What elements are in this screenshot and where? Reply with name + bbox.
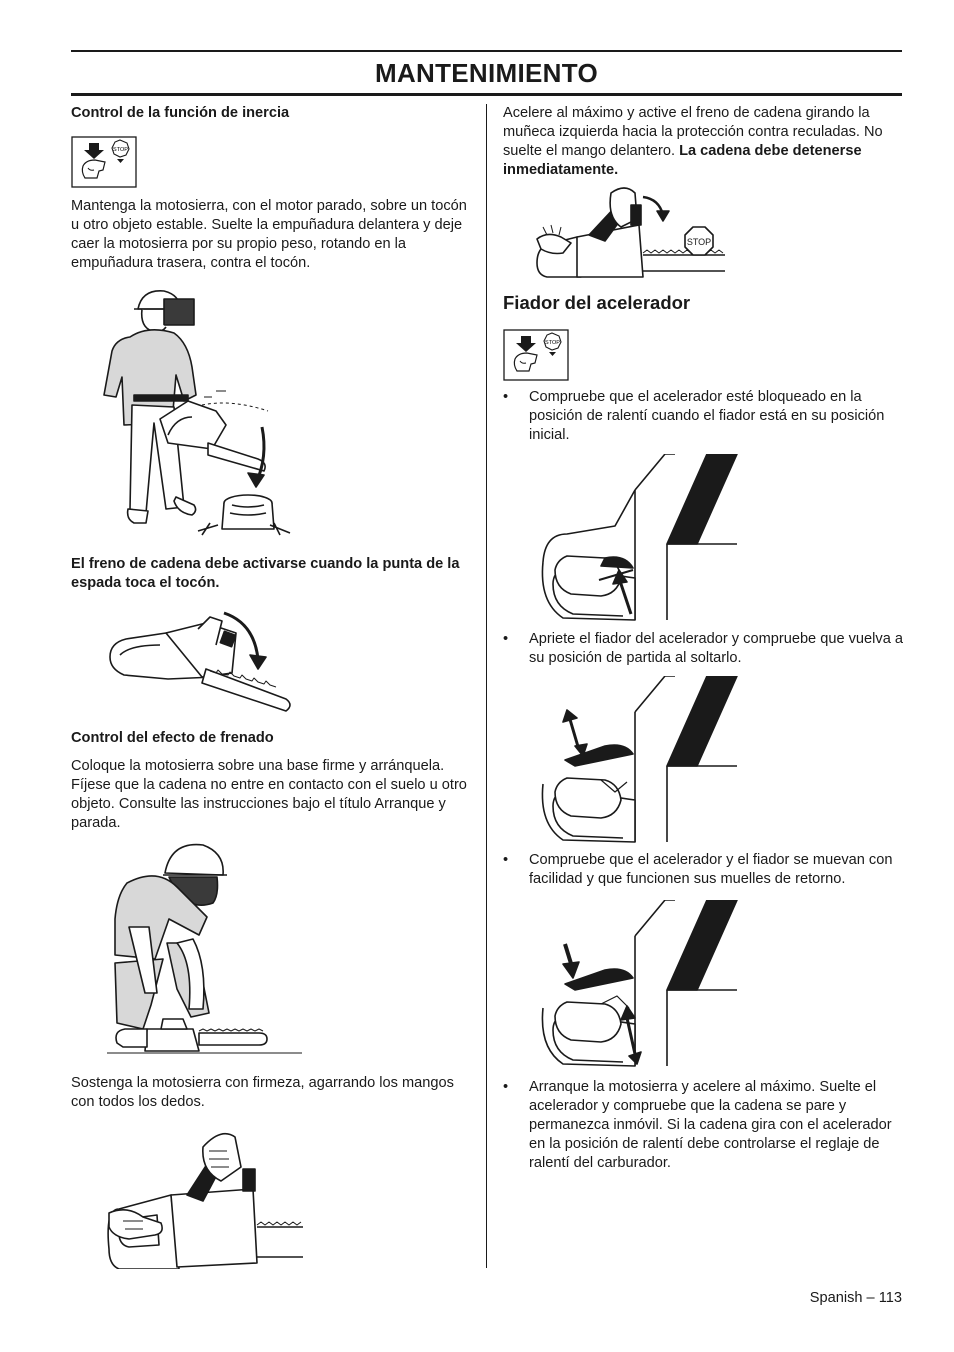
- starting-chainsaw-illustration: [107, 843, 337, 1068]
- inertia-text: Mantenga la motosierra, con el motor parado, sobre un tocón u otro objeto estable. Suelte la empuñadura delantera y deje caer la motosierra por su propio peso, rotando en la empuñadura trasera, contra el tocón.: [71, 198, 467, 271]
- left-column: [71, 104, 471, 1269]
- bullet-text: Apriete el fiador del acelerador y compruebe que vuelva a su posición de partida al soltarlo.: [529, 631, 903, 666]
- inertia-heading: Control de la función de inercia: [71, 105, 290, 121]
- braking-heading: Control del efecto de frenado: [71, 730, 274, 746]
- throttle-lock-heading: Fiador del acelerador: [503, 292, 691, 313]
- right-column: [503, 104, 903, 1173]
- column-divider: [486, 104, 487, 1268]
- header-rule-top: [71, 50, 902, 52]
- header-rule-bottom: [71, 93, 902, 96]
- accel-text: [503, 104, 903, 180]
- maintenance-stop-icon-2: [503, 329, 569, 381]
- bullet-mark: •: [503, 852, 509, 868]
- braking-text: Coloque la motosierra sobre una base firme y arránquela. Fíjese que la cadena no entre en contacto con el suelo u otro objeto. Consulte las instrucciones bajo el título Arranque y parada.: [71, 758, 467, 831]
- grip-handles-illustration: [105, 1129, 310, 1269]
- throttle-lock-illustration-1: [535, 454, 740, 624]
- page-title: MANTENIMIENTO: [375, 58, 598, 88]
- bullet-item-1: [503, 388, 903, 445]
- bullet-text: Compruebe que el acelerador esté bloqueado en la posición de ralentí cuando el fiador está en su posición inicial.: [529, 389, 885, 443]
- bullet-mark: •: [503, 389, 509, 405]
- bullet-mark: •: [503, 631, 509, 647]
- inertia-test-illustration: [98, 287, 358, 542]
- stop-sign-text: STOP: [686, 237, 712, 247]
- bullet-text: Arranque la motosierra y acelere al máximo. Suelte el acelerador y compruebe que la cadena se pare y permanezca inmóvil. Si la cadena gira con el acelerador en la posición de ralentí debe controlarse el reglaje de ralentí del carburador.: [529, 1079, 892, 1171]
- throttle-lock-illustration-2: [535, 676, 740, 846]
- grip-text: Sostenga la motosierra con firmeza, agarrando los mangos con todos los dedos.: [71, 1075, 454, 1110]
- chain-brake-stop-illustration: [533, 187, 733, 287]
- accel-text-bold: La cadena debe detenerse inmediatamente.: [503, 143, 862, 178]
- stop-text-2: STOP: [545, 340, 560, 346]
- accel-text-regular: Acelere al máximo y active el freno de cadena girando la muñeca izquierda hacia la protección contra reculadas. No suelte el mango delantero.: [503, 105, 883, 159]
- brake-activation-illustration: [106, 599, 296, 719]
- throttle-lock-illustration-3: [535, 900, 740, 1070]
- brake-note: El freno de cadena debe activarse cuando la punta de la espada toca el tocón.: [71, 556, 460, 591]
- bullet-text: Compruebe que el acelerador y el fiador se muevan con facilidad y que funcionen sus muelles de retorno.: [529, 852, 893, 887]
- bullet-item-2: [503, 630, 903, 668]
- page-footer: Spanish – 113: [809, 1290, 902, 1306]
- maintenance-stop-icon: [71, 136, 137, 188]
- bullet-item-3: [503, 851, 903, 889]
- bullet-mark: •: [503, 1079, 509, 1095]
- stop-text: STOP: [113, 147, 128, 153]
- bullet-item-4: [503, 1078, 903, 1173]
